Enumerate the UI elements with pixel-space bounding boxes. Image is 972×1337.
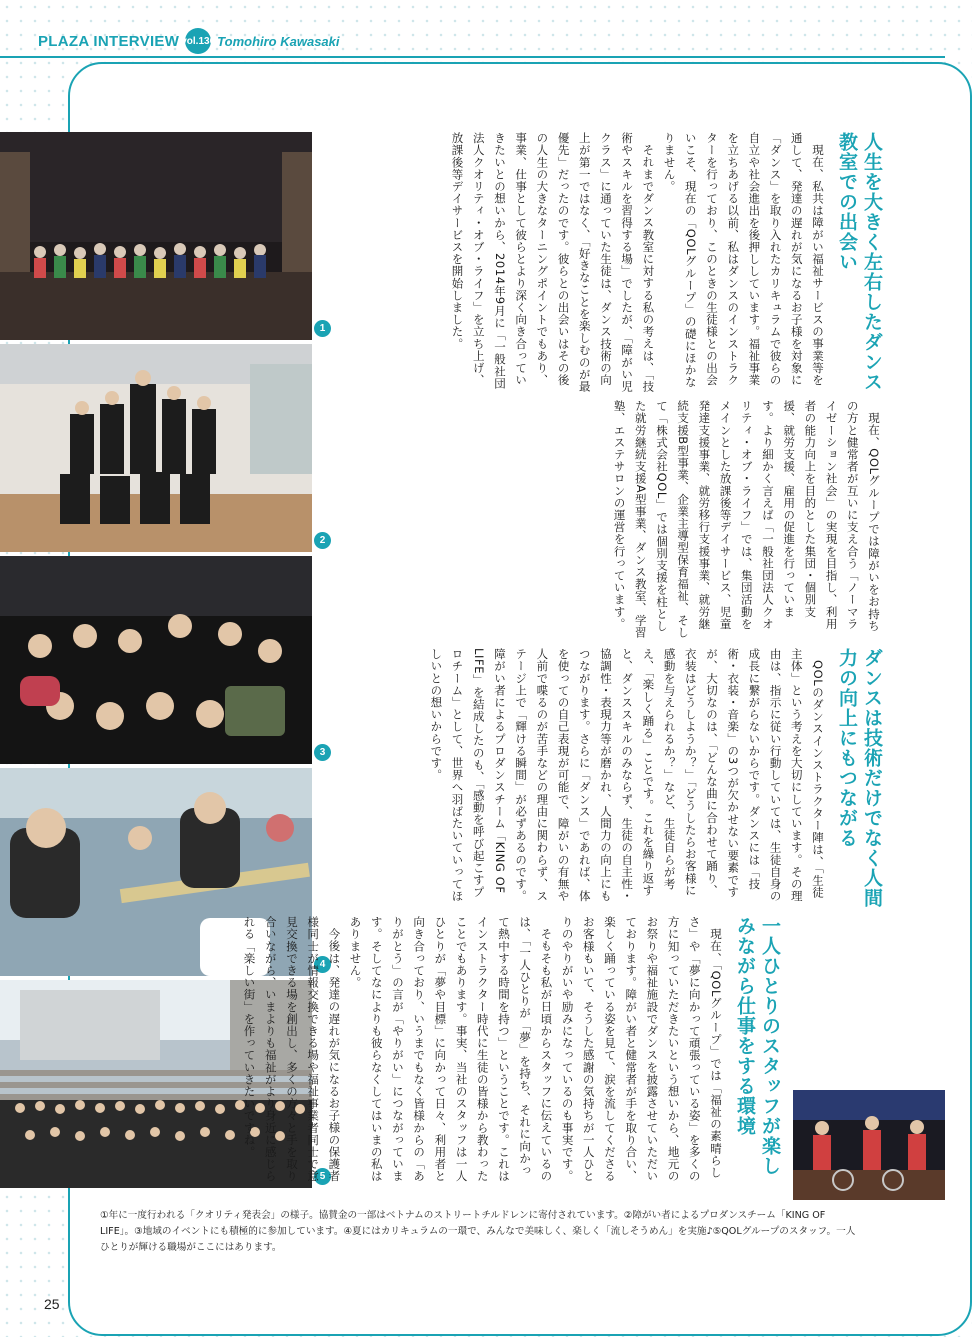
section-1-paragraph-1: 現在、私共は障がい福祉サービスの事業等を通して、発達の遅れが気になるお子様を対象に「ダンス」を取り入れたカリキュラムで彼らの自立や社会進出を後押ししています。福祉事業を立ちあげる以前、私はダンスのインストラクターを行っており、このときの生徒様との出会いこそ、現在の「QOLグループ」の礎にほかなりません。 (662, 132, 825, 389)
section-1-paragraph-3: 現在、QOLグループでは障がいをお持ちの方と健常者が互いに支え合う「ノーマライゼーション社会」の実現を目指し、利用者の能力向上を目的とした集団・個別支援、就労支援、雇用の促進を行っています。より細かく言えば「一般社団法人クオリティ・オブ・ライフ」では、集団活動をメインとした放課後等デイサービス、児童発達支援事業、就労移行支援事業、就労継続支援B型事業、企業主導型保育福祉、そして「株式会社QOL」では個別支援を柱とした就労継続支援A型事業、ダンス教室、学習塾、エステサロンの運営を行っています。 (612, 400, 881, 639)
section-2-paragraph-1: QOLのダンスインストラクター陣は、「生徒主体」という考えを大切にしています。その理由は、指示に従い行動していては、生徒自身の成長に繋がらないからです。ダンスには「技術・衣装・音楽」の3つが欠かせない要素ですが、大切なのは、「どんな曲に合わせて踊り、衣装はどうしようか？」「どうしたらお客様に感動を与えられるか？」など、生徒自らが考え、「楽しく踊る」ことです。これを繰り返すと、ダンススキルのみならず、生徒の自主性・協調性・表現力等が磨かれ、人間力の向上にもつながります。さらに「ダンス」であれば、体を使っての自己表現が可能で、障がいの有無や人前で喋るのが苦手などの理由に関わらず、ステージ上で「輝ける瞬間」が必ずあるのです。障がい者によるプロダンスチーム「KING OF LIFE」を結成したのも、「感動を呼び起こすプロチーム」として、世界へ羽ばたいていってほしいとの想いからです。 (429, 648, 825, 903)
section-2-heading: ダンスは技術だけでなく人間力の向上にもつながる (836, 648, 883, 908)
interviewee-name: Tomohiro Kawasaki (217, 33, 340, 49)
page-header (38, 28, 340, 54)
header-rule (0, 56, 945, 58)
photo-stage-recital (0, 132, 312, 340)
section-3-paragraph-1: 現在、「QOLグループ」では「福祉の素晴らしさ」や「夢に向かって頑張っている姿」を多くの方に知っていただきたいという想いから、地元のお祭りや福祉施設でダンスを披露させていただいております。障がい者と健常者が手を取り合い、楽しく踊っている姿を見て、涙を流してくださるお客様もいて、そうした感謝の気持ちが一人ひとりのやりがいや励みになっているのも事実です。 (560, 916, 723, 1183)
magazine-section-title: PLAZA INTERVIEW (38, 32, 180, 50)
photo-number-1: 1 (314, 320, 331, 337)
section-3-paragraph-3: 今後は、発達の遅れが気になるお子様の保護者様同士が情報交換できる場や福祉事業者同士で意見交換できる場を創出し、多くの方々と手を取り合いながら、いまよりも福祉がより身近に感じられる「楽しい街」を作っていきたいですね。 (242, 916, 342, 1183)
section-1-heading: 人生を大きく左右したダンス教室での出会い (836, 132, 883, 392)
photo-stage-performance (793, 1090, 945, 1200)
article-section-3 (242, 916, 782, 1188)
article-section-2 (352, 648, 884, 908)
photo-caption: ①年に一度行われる「クオリティ発表会」の様子。協賛金の一部はベトナムのストリートチルドレンに寄付されています。②障がい者によるプロダンスチーム「KING OF LIFE」。③地域のイベントにも積極的に参加しています。④夏にはカリキュラムの一環で、みんなで美味しく、楽しく「流しそうめん」を実施♪⑤QOLグループのスタッフ。一人ひとりが輝ける職場がここにはあります。 (100, 1210, 856, 1253)
page-number: 25 (44, 1296, 60, 1312)
article-section-1-continued (352, 400, 884, 640)
volume-badge: vol.136 (185, 28, 211, 54)
photo-number-5: 5 (314, 1168, 331, 1185)
section-1-paragraph-2: それまでダンス教室に対する私の考えは、「技術やスキルを習得する場」でしたが、「障がい児クラス」に通っていた生徒は、ダンス技術の向上が第一ではなく、「好きなことを楽しむのが最優先」だったのです。彼らとの出会いはその後の人生の大きなターニングポイントでもあり、事業、仕事として彼らとより深く向き合っていきたいとの想いから、2014年9月に「一般社団法人クオリティ・オブ・ライフ」を立ち上げ、放課後等デイサービスを開始しました。 (450, 132, 656, 393)
photo-dance-team (0, 344, 312, 552)
section-3-heading: 一人ひとりのスタッフが楽しみながら仕事をする環境 (734, 916, 781, 1176)
photo-number-4: 4 (314, 956, 331, 973)
article-section-1 (352, 132, 884, 394)
photo-number-2: 2 (314, 532, 331, 549)
section-3-paragraph-2: そもそも私が日頃からスタッフに伝えているのは、「一人ひとりが「夢」を持ち、それに向かって熱中する時間を持つ」ということです。これはインストラクター時代に生徒の皆様から教わったことでもあります。事実、当社のスタッフは一人ひとりが「夢や目標」に向かって日々、利用者と向き合っており、いうまでもなく皆様からの「ありがとう」の言が「やりがい」につながっています。そしてなによりも彼らなくしてはいまの私はありません。 (348, 916, 554, 1183)
photo-local-event (0, 556, 312, 764)
photo-number-3: 3 (314, 744, 331, 761)
